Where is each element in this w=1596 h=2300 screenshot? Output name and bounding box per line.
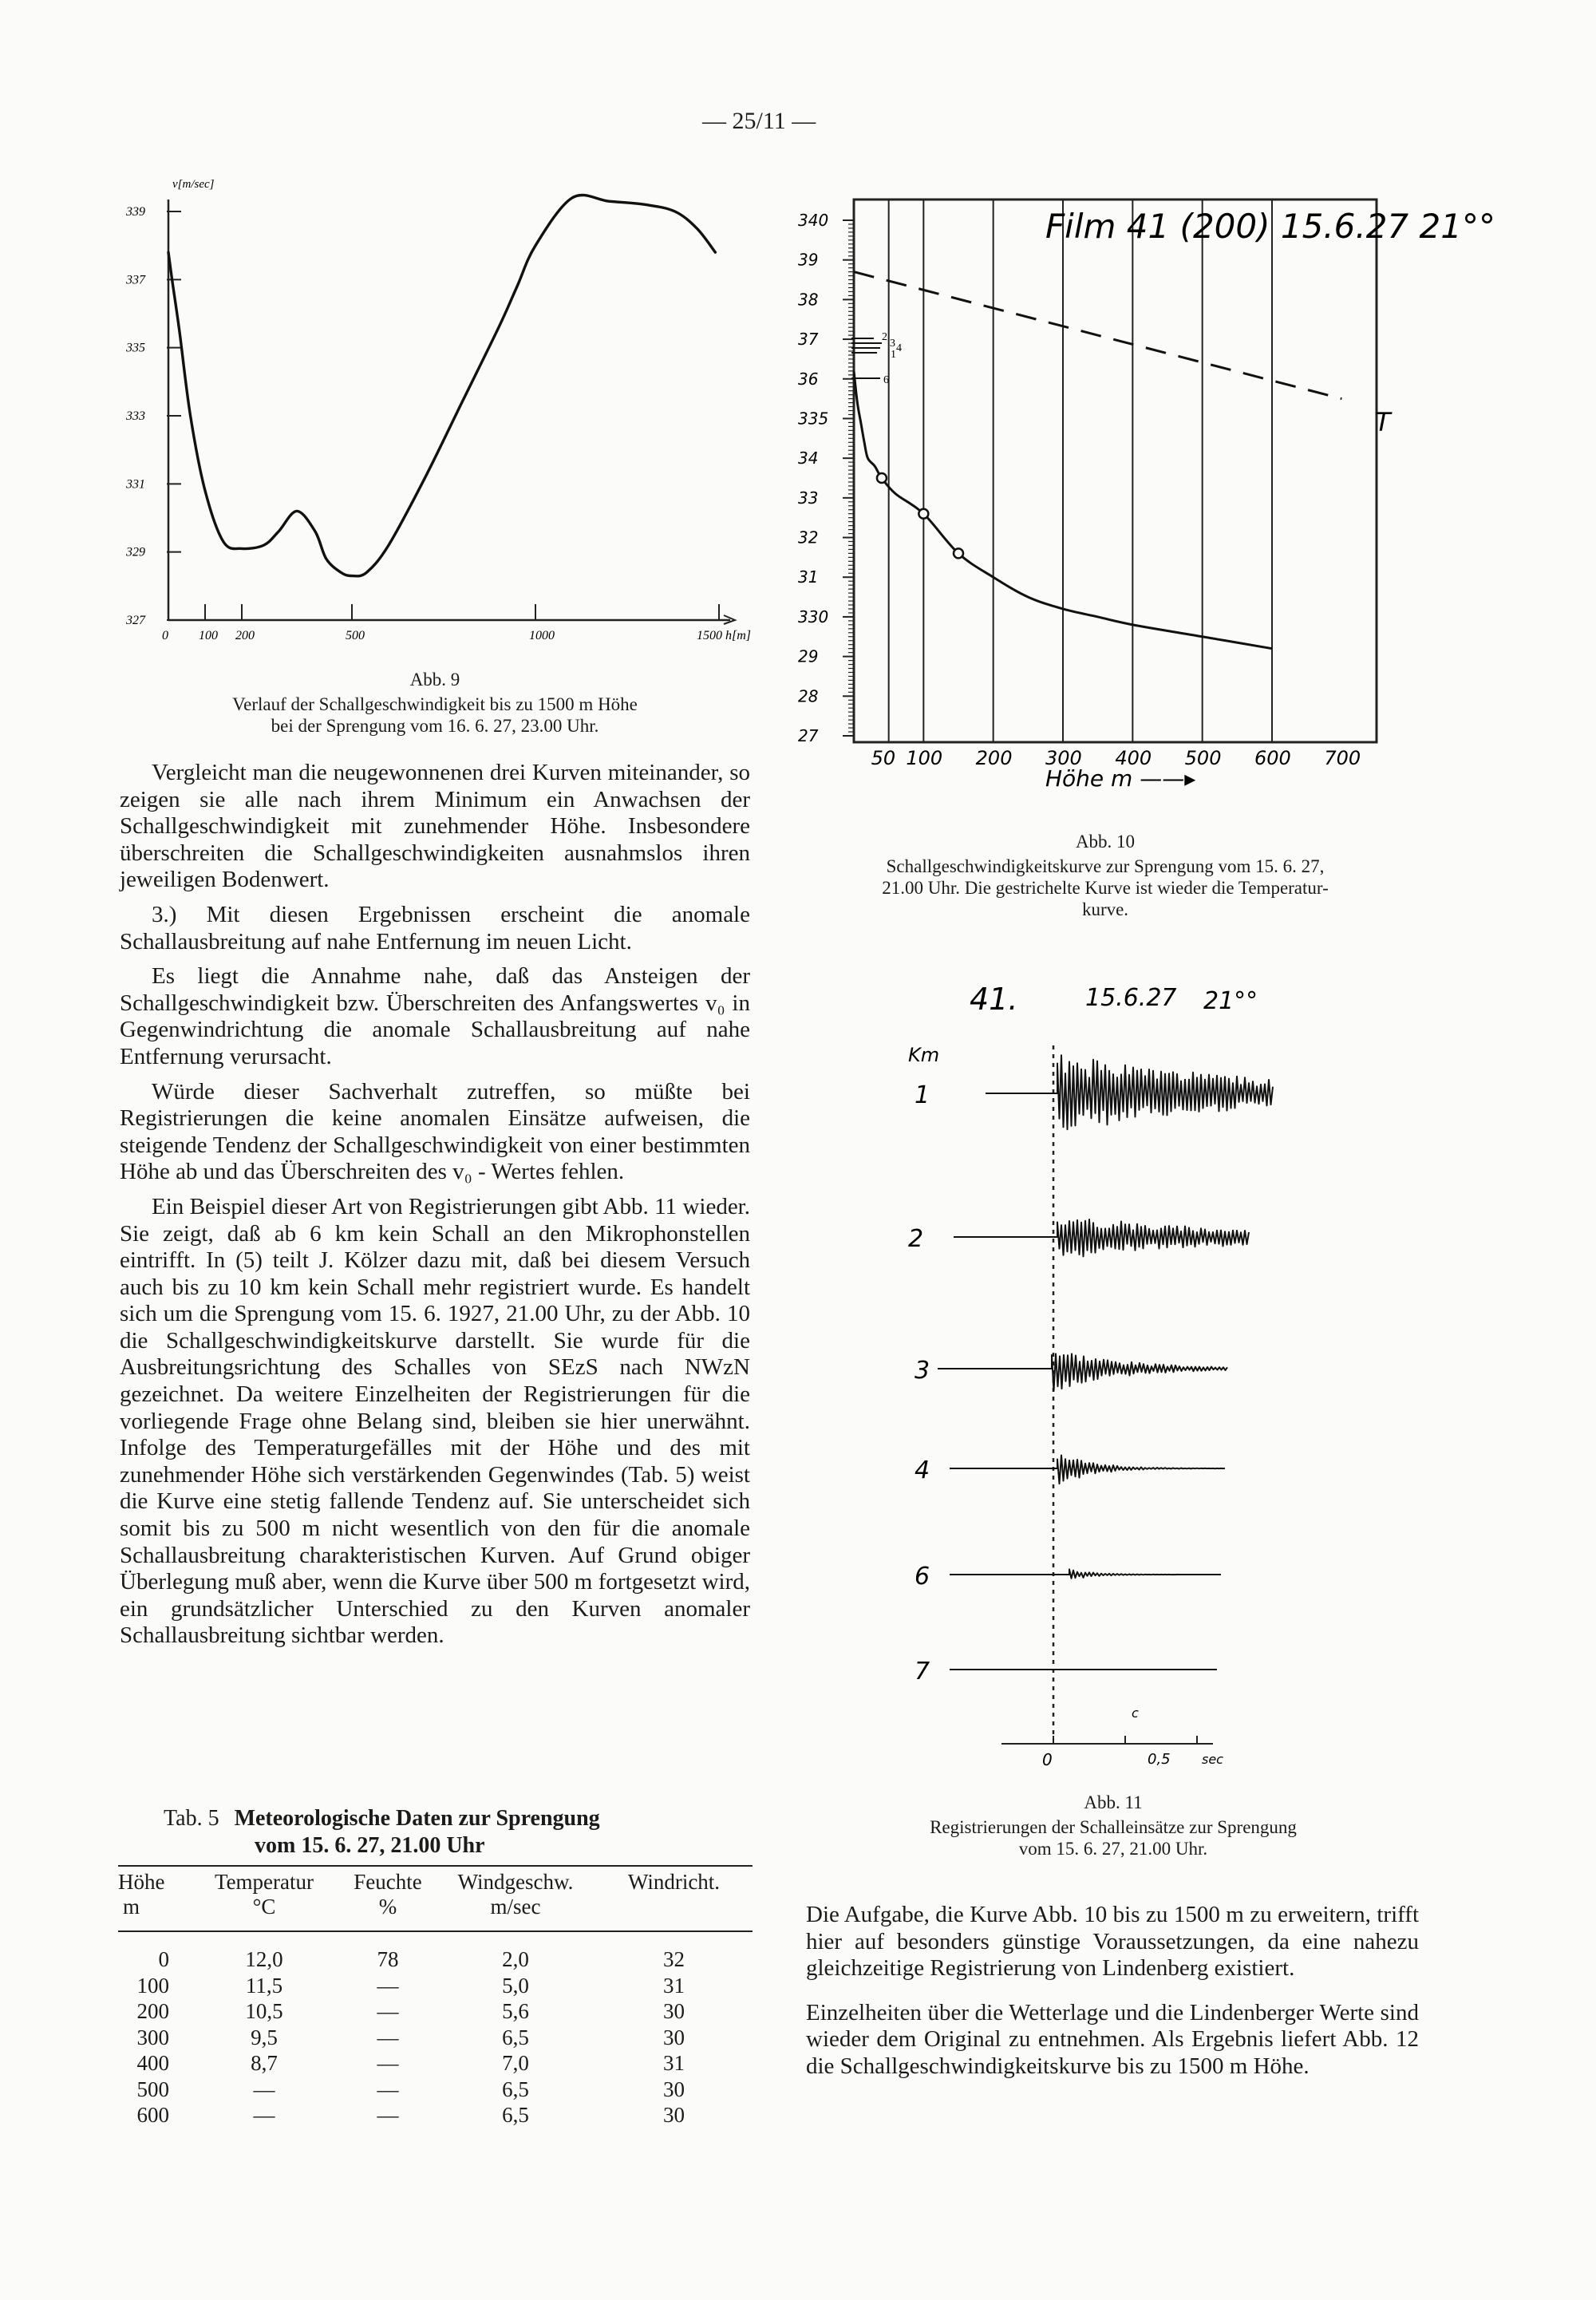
table-title-line2: vom 15. 6. 27, 21.00 Uhr xyxy=(255,1833,485,1858)
page-number: — 25/11 — xyxy=(702,108,816,134)
right-column-text xyxy=(806,1902,1419,2089)
table-cell: 6,5 xyxy=(502,2077,529,2101)
fig10-marker-label: 6 xyxy=(883,374,889,386)
fig10-temperature-curve xyxy=(854,272,1341,399)
table-cell: 5,0 xyxy=(502,1973,529,1998)
paragraph: Vergleicht man die neugewonnenen drei Kurven miteinander, so zeigen sie alle nach ihrem Minimum ein Anwachsen der Schallgeschwindigkeit mit zunehmender Höhe. Insbesondere überschreiten die Schallgeschwindigkeiten ausnahmslos ihren jeweiligen Bodenwert. xyxy=(120,760,750,893)
table-body xyxy=(118,1931,753,2128)
fig10-caption-line1: Schallgeschwindigkeitskurve zur Sprengung vom 15. 6. 27, xyxy=(886,856,1325,876)
fig9-caption-line2: bei der Sprengung vom 16. 6. 27, 23.00 Uhr. xyxy=(271,716,599,736)
fig11-trace xyxy=(954,1219,1249,1256)
unit-cell xyxy=(595,1895,753,1931)
fig10-temp-label: T xyxy=(1375,407,1391,437)
figure-10-caption xyxy=(786,831,1424,920)
fig11-trace xyxy=(950,1456,1225,1484)
paragraph: Die Aufgabe, die Kurve Abb. 10 bis zu 1500 m zu erweitern, trifft hier auf besonders günstige Voraussetzungen, da eine nahezu gleichzeitige Registrierung von Lindenberg existiert. xyxy=(806,1902,1419,1982)
left-column-text xyxy=(120,760,750,1658)
fig9-y-tick-label: 335 xyxy=(126,341,145,355)
table-row xyxy=(118,1973,753,1999)
fig11-trace-label: 4 xyxy=(915,1456,930,1484)
fig10-y-tick-label: 31 xyxy=(798,567,819,587)
fig10-y-tick-label: 28 xyxy=(798,686,819,706)
fig11-trace-label: 6 xyxy=(915,1563,930,1591)
fig9-x-tick-label: 500 xyxy=(346,629,365,642)
fig9-x-tick-label: 1500 h[m] xyxy=(697,629,752,642)
table-cell: 31 xyxy=(663,2051,685,2075)
table-cell: — xyxy=(377,1999,399,2023)
fig10-data-point xyxy=(918,509,928,519)
table-cell: 11,5 xyxy=(245,1973,283,1998)
fig9-x-tick-label: 200 xyxy=(235,629,255,642)
fig10-y-tick-label: 36 xyxy=(798,369,819,389)
fig11-caption-label: Abb. 11 xyxy=(1084,1792,1143,1812)
table-cell: 500 xyxy=(136,2077,169,2101)
table-cell: 30 xyxy=(663,2025,685,2049)
fig11-trace-label: 2 xyxy=(908,1225,924,1253)
fig9-y-tick-label: 337 xyxy=(126,273,145,287)
fig10-x-tick-label: 200 xyxy=(975,747,1013,769)
fig11-trace xyxy=(938,1354,1227,1391)
table-header-row xyxy=(118,1866,753,1895)
fig10-caption-line3: kurve. xyxy=(1081,899,1129,919)
table-cell: — xyxy=(377,1973,399,1998)
fig10-x-tick-label: 100 xyxy=(906,747,943,769)
fig10-marker-label: 3 xyxy=(890,338,895,350)
fig9-y-tick-label: 329 xyxy=(126,545,145,559)
figure-9-caption xyxy=(120,669,750,737)
table-cell: 5,6 xyxy=(502,1999,529,2023)
table-cell: 300 xyxy=(136,2025,169,2049)
table-cell: 30 xyxy=(663,2103,685,2127)
fig9-sound-speed-curve xyxy=(168,195,715,575)
unit-cell: m/sec xyxy=(436,1895,595,1931)
paragraph: Würde dieser Sachverhalt zutreffen, so müßte bei Registrierungen die keine anomalen Einsätze aufweisen, die steigende Tendenz der Schallgeschwindigkeit von einer bestimmten Höhe ab und das Überschreiten des v₀ - Wertes fehlen. xyxy=(120,1078,750,1185)
fig10-y-tick-label: 340 xyxy=(798,211,829,230)
fig9-x-tick-label: 100 xyxy=(199,629,218,642)
table-cell: 8,7 xyxy=(251,2051,278,2075)
table-cell: 100 xyxy=(136,1973,169,1998)
fig11-axis-label: 0,5 xyxy=(1148,1751,1171,1768)
table-cell: 32 xyxy=(663,1947,685,1971)
table-row xyxy=(118,2050,753,2077)
table-cell: — xyxy=(377,2103,399,2127)
table-row xyxy=(118,2102,753,2128)
fig9-caption-line1: Verlauf der Schallgeschwindigkeit bis zu 1500 m Höhe xyxy=(232,694,638,714)
paragraph: Einzelheiten über die Wetterlage und die Lindenberger Werte sind wieder dem Original zu entnehmen. Als Ergebnis liefert Abb. 12 die Schallgeschwindigkeitskurve bis zu 1500 m Höhe. xyxy=(806,1999,1419,2079)
table-row xyxy=(118,1998,753,2025)
fig10-x-tick-label: 50 xyxy=(871,747,896,769)
fig11-axis-label: 0 xyxy=(1042,1750,1053,1769)
table-row xyxy=(118,2077,753,2103)
fig10-x-tick-label: 400 xyxy=(1115,747,1152,769)
figure-9-chart xyxy=(120,164,758,662)
fig10-x-tick-label: 500 xyxy=(1184,747,1222,769)
unit-cell: °C xyxy=(188,1895,340,1931)
table-cell: 6,5 xyxy=(502,2025,529,2049)
fig10-y-tick-label: 335 xyxy=(798,409,829,429)
figure-11-caption xyxy=(806,1792,1420,1859)
fig10-y-tick-label: 32 xyxy=(798,528,819,547)
table-cell: 10,5 xyxy=(245,1999,283,2023)
unit-cell: % xyxy=(340,1895,436,1931)
table-cell: 31 xyxy=(663,1973,685,1998)
table-row xyxy=(118,2025,753,2051)
table-cell: 30 xyxy=(663,1999,685,2023)
table-cell: — xyxy=(253,2103,275,2127)
fig10-marker-label: 1 xyxy=(891,349,896,361)
fig11-header-time: 21°° xyxy=(1203,987,1258,1015)
table-5-title xyxy=(164,1805,738,1859)
fig10-y-tick-label: 330 xyxy=(798,607,829,626)
fig9-y-tick-label: 331 xyxy=(126,477,145,492)
fig11-small-mark: c xyxy=(1132,1705,1139,1721)
fig10-x-tick-label: 700 xyxy=(1324,747,1361,769)
table-cell: — xyxy=(377,2025,399,2049)
table-cell: 2,0 xyxy=(502,1947,529,1971)
table-number: Tab. 5 xyxy=(164,1806,219,1831)
fig10-x-tick-label: 300 xyxy=(1045,747,1082,769)
paragraph: Ein Beispiel dieser Art von Registrierungen gibt Abb. 11 wieder. Sie zeigt, daß ab 6 km kein Schall an den Mikrophonstellen eintrifft. In (5) teilt J. Kölzer dazu mit, daß bei diesem Versuch auch bis zu 10 km kein Schall mehr registriert wurde. Es handelt sich um die Sprengung vom 15. 6. 1927, 21.00 Uhr, zu der Abb. 10 die Schallgeschwindigkeitskurve darstellt. Sie wurde für die Ausbreitungsrichtung des Schalles von SEzS nach NWzN gezeichnet. Da weitere Einzelheiten der Registrierungen für die vorliegende Frage ohne Belang sind, bleiben sie hier unerwähnt. Infolge des Temperaturgefälles mit der Höhe und des mit zunehmender Höhe sich verstärkenden Gegenwindes (Tab. 5) weist die Kurve eine stetig fallende Tendenz auf. Sie unterscheidet sich somit bis zu 500 m nicht wesentlich von den für die anomale Schallausbreitung charakteristischen Kurven. Auf Grund obiger Überlegung muß aber, wenn die Kurve über 500 m fortgesetzt wird, ein grundsätzlicher Unterschied zu den Kurven anomaler Schallausbreitung sichtbar werden. xyxy=(120,1193,750,1649)
fig11-trace-label: 1 xyxy=(915,1081,930,1109)
fig11-trace xyxy=(986,1055,1273,1129)
fig10-data-point xyxy=(877,473,887,483)
table-cell: 200 xyxy=(136,1999,169,2023)
paragraph: Es liegt die Annahme nahe, daß das Ansteigen der Schallgeschwindigkeit bzw. Überschreiten des Anfangswertes v₀ in Gegenwindrichtung die anomale Schallausbreitung auf nahe Entfernung verursacht. xyxy=(120,963,750,1069)
fig9-x-tick-label: 1000 xyxy=(529,629,555,642)
column-header: Windgeschw. xyxy=(436,1866,595,1895)
table-cell: 12,0 xyxy=(245,1947,283,1971)
table-cell: — xyxy=(377,2077,399,2101)
fig11-caption-line1: Registrierungen der Schalleinsätze zur Sprengung xyxy=(930,1817,1297,1837)
fig10-markers xyxy=(851,331,902,386)
fig10-y-tick-label: 27 xyxy=(798,726,819,745)
column-header: Temperatur xyxy=(188,1866,340,1895)
fig10-caption-label: Abb. 10 xyxy=(1075,832,1136,852)
figure-11-recordings xyxy=(894,974,1317,1780)
table-cell: 6,5 xyxy=(502,2103,529,2127)
table-cell: 7,0 xyxy=(502,2051,529,2075)
fig10-annotation: Film 41 (200) 15.6.27 21°° xyxy=(1045,207,1495,246)
fig11-header-date: 15.6.27 xyxy=(1085,984,1177,1012)
fig10-y-tick-label: 33 xyxy=(798,488,819,508)
fig10-y-tick-label: 34 xyxy=(798,449,819,468)
column-header: Feuchte xyxy=(340,1866,436,1895)
paragraph: 3.) Mit diesen Ergebnissen erscheint die anomale Schallausbreitung auf nahe Entfernung im neuen Licht. xyxy=(120,901,750,954)
fig9-y-tick-label: 327 xyxy=(126,614,145,627)
fig10-x-tick-label: 600 xyxy=(1254,747,1291,769)
fig10-marker-label: 4 xyxy=(896,342,902,354)
fig9-x-tick-label: 0 xyxy=(162,629,168,642)
fig11-header-num: 41. xyxy=(970,982,1018,1017)
table-cell: 0 xyxy=(158,1947,169,1971)
table-cell: 30 xyxy=(663,2077,685,2101)
fig10-y-tick-label: 39 xyxy=(798,250,819,270)
fig10-frame xyxy=(854,200,1377,742)
fig11-trace xyxy=(950,1569,1221,1578)
unit-cell: m xyxy=(118,1895,188,1931)
fig9-y-unit: v[m/sec] xyxy=(172,178,215,191)
table-cell: 78 xyxy=(377,1947,399,1971)
fig10-y-tick-label: 29 xyxy=(798,646,819,666)
fig11-trace-label: 3 xyxy=(915,1357,930,1385)
table-row xyxy=(118,1931,753,1973)
column-header: Höhe xyxy=(118,1866,188,1895)
fig11-caption-line2: vom 15. 6. 27, 21.00 Uhr. xyxy=(1018,1839,1208,1859)
table-cell: 400 xyxy=(136,2051,169,2075)
table-cell: 9,5 xyxy=(251,2025,278,2049)
fig10-marker-label: 2 xyxy=(882,331,887,343)
figure-10-chart xyxy=(778,192,1584,814)
fig11-trace-label: 7 xyxy=(915,1658,930,1685)
table-cell: — xyxy=(253,2077,275,2101)
fig11-km-label: Km xyxy=(908,1044,940,1066)
fig9-y-tick-label: 339 xyxy=(126,205,145,219)
fig10-caption-line2: 21.00 Uhr. Die gestrichelte Kurve ist wieder die Temperatur- xyxy=(882,878,1329,898)
fig9-caption-label: Abb. 9 xyxy=(409,670,460,690)
table-title-line1: Meteorologische Daten zur Sprengung xyxy=(234,1806,600,1831)
fig10-y-tick-label: 37 xyxy=(798,330,819,350)
column-header: Windricht. xyxy=(595,1866,753,1895)
table-5 xyxy=(118,1865,753,2128)
fig11-axis-label: sec xyxy=(1202,1752,1223,1767)
table-cell: — xyxy=(377,2051,399,2075)
fig10-data-point xyxy=(954,548,963,558)
table-cell: 600 xyxy=(136,2103,169,2127)
table-units-row xyxy=(118,1895,753,1931)
fig9-y-tick-label: 333 xyxy=(126,409,145,423)
fig10-y-tick-label: 38 xyxy=(798,290,819,310)
fig10-x-label: Höhe m ——▸ xyxy=(1045,765,1196,792)
